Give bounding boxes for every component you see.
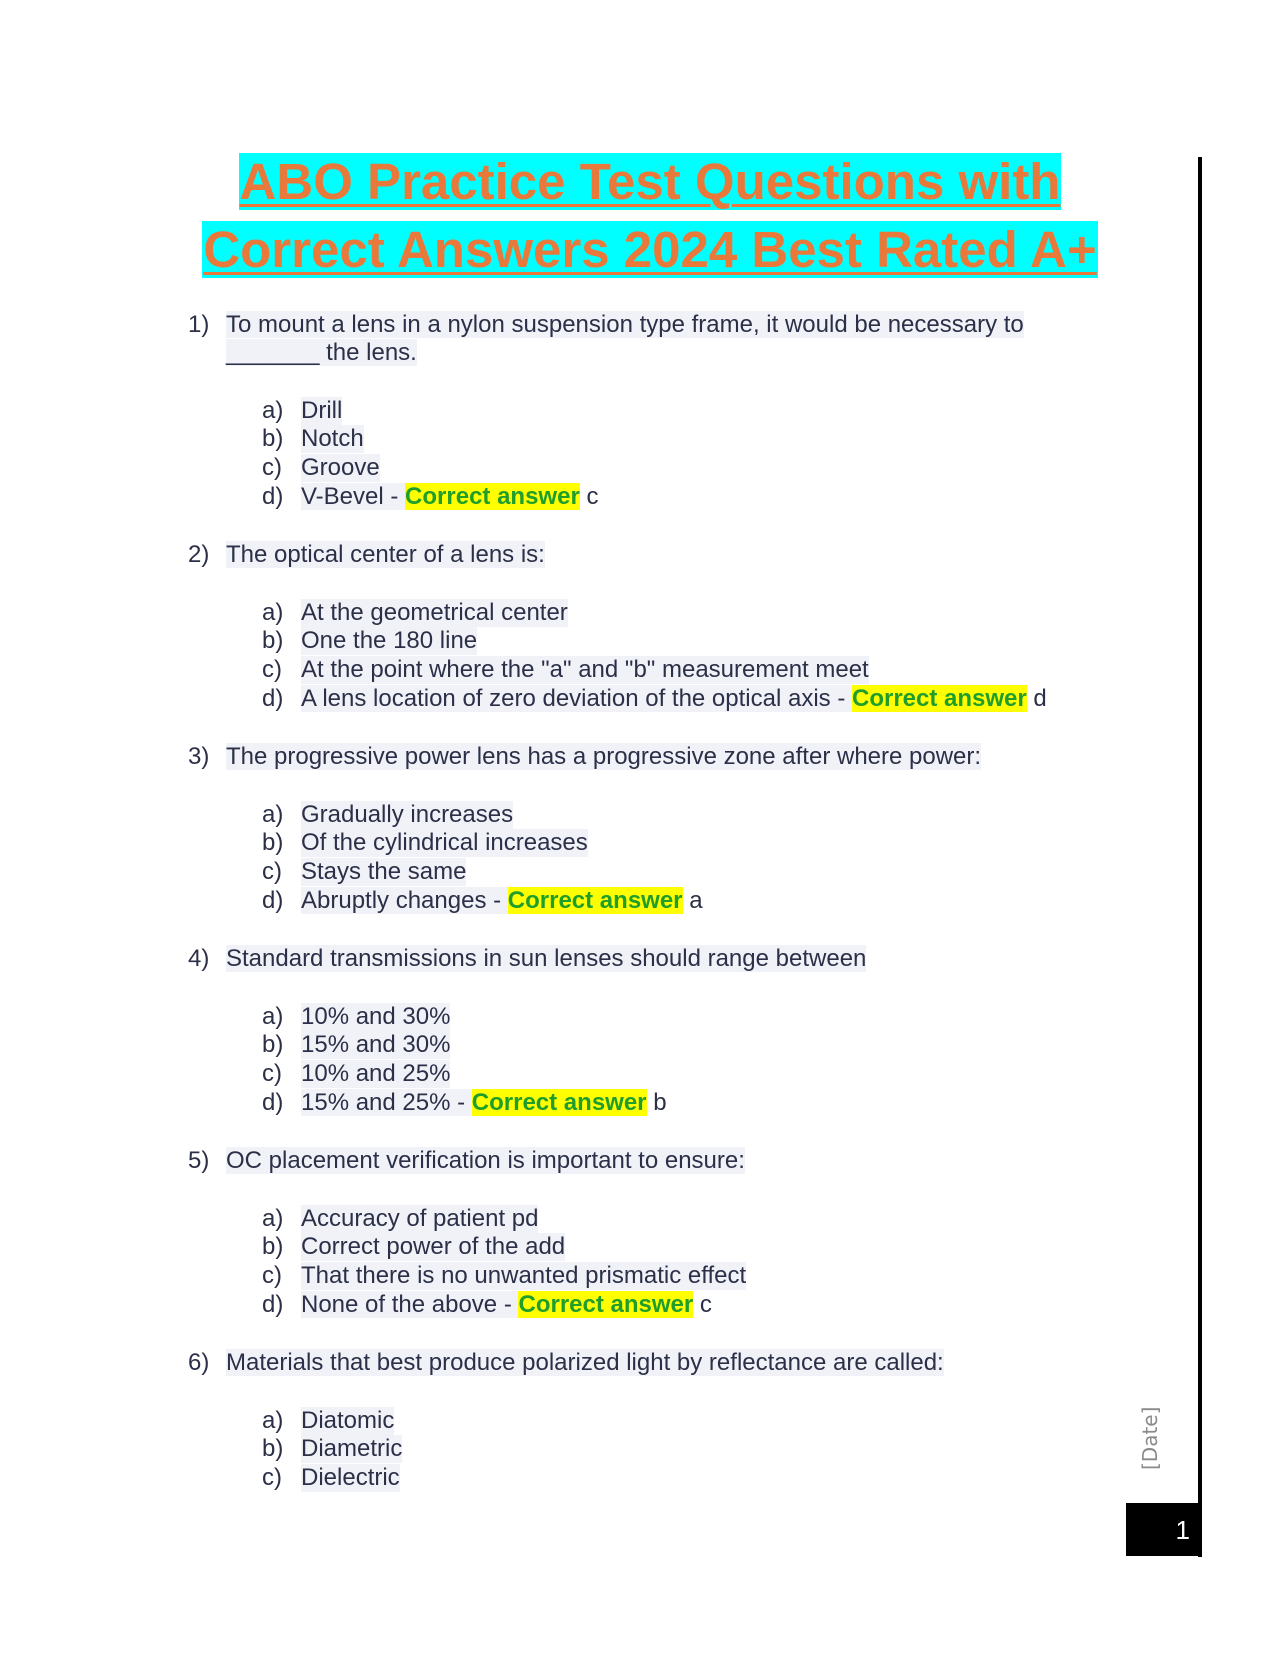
option-letter: c) <box>262 1262 282 1289</box>
option-text: None of the above - <box>301 1291 519 1318</box>
option-c <box>262 656 1162 684</box>
option-text: Drill <box>301 397 343 424</box>
option-letter: d) <box>262 1291 284 1318</box>
option-text: Notch <box>301 425 364 452</box>
option-text: At the geometrical center <box>301 599 568 626</box>
option-letter: b) <box>262 425 284 452</box>
option-letter: b) <box>262 627 284 654</box>
option-letter: c) <box>262 1464 282 1491</box>
option-letter: b) <box>262 1435 284 1462</box>
correct-answer-label: Correct answer <box>405 483 580 510</box>
page-number: 1 <box>1175 1515 1190 1545</box>
option-text: 15% and 30% <box>301 1031 451 1058</box>
date-placeholder: [Date] <box>1138 1406 1162 1470</box>
option-c <box>262 1060 1162 1088</box>
option-text: Abruptly changes - <box>301 887 508 914</box>
correct-answer-label: Correct answer <box>851 685 1027 712</box>
correct-answer-value: c <box>699 1291 712 1318</box>
option-text: 15% and 25% - <box>301 1089 472 1116</box>
sidebar-rule <box>1198 157 1202 1557</box>
option-text: 10% and 30% <box>301 1003 451 1030</box>
option-letter: c) <box>262 656 282 683</box>
correct-answer-label: Correct answer <box>471 1089 647 1116</box>
page-number-box <box>1126 1503 1202 1556</box>
question-text-line-1: OC placement verification is important to ensure: <box>226 1147 745 1174</box>
title-line-2: Correct Answers 2024 Best Rated A+ <box>203 221 1097 278</box>
option-text: Diatomic <box>301 1407 395 1434</box>
option-letter: d) <box>262 685 284 712</box>
option-a <box>262 801 1162 829</box>
option-letter: b) <box>262 1233 284 1260</box>
option-letter: d) <box>262 1089 284 1116</box>
option-a <box>262 1407 1162 1435</box>
question-text-line-1: To mount a lens in a nylon suspension type frame, it would be necessary to <box>226 311 1024 338</box>
option-letter: a) <box>262 599 284 626</box>
option-letter: d) <box>262 887 284 914</box>
option-text: Of the cylindrical increases <box>301 829 588 856</box>
option-c <box>262 1262 1162 1290</box>
option-text: Correct power of the add <box>301 1233 566 1260</box>
option-c <box>262 454 1162 482</box>
option-b <box>262 425 1162 453</box>
option-text: Gradually increases <box>301 801 514 828</box>
option-text: At the point where the "a" and "b" measurement meet <box>301 656 869 683</box>
correct-answer-label: Correct answer <box>518 1291 694 1318</box>
option-text: Groove <box>301 454 380 481</box>
option-text: Dielectric <box>301 1464 400 1491</box>
correct-answer-value: b <box>653 1089 667 1116</box>
option-d <box>262 1089 1162 1117</box>
option-letter: a) <box>262 397 284 424</box>
option-text: Accuracy of patient pd <box>301 1205 539 1232</box>
correct-answer-value: d <box>1033 685 1047 712</box>
option-a <box>262 1205 1162 1233</box>
option-b <box>262 1435 1162 1463</box>
question-number: 4) <box>188 945 210 972</box>
question-text-line-1: The optical center of a lens is: <box>226 541 545 568</box>
option-b <box>262 1031 1162 1059</box>
question-number: 3) <box>188 743 210 770</box>
option-a <box>262 397 1162 425</box>
question-number: 1) <box>188 311 210 338</box>
question-text-line-1: Materials that best produce polarized light by reflectance are called: <box>226 1349 944 1376</box>
option-b <box>262 627 1162 655</box>
option-letter: b) <box>262 829 284 856</box>
option-letter: a) <box>262 1205 284 1232</box>
option-text: A lens location of zero deviation of the optical axis - <box>301 685 852 712</box>
correct-answer-value: a <box>689 887 703 914</box>
option-letter: c) <box>262 1060 282 1087</box>
question-number: 6) <box>188 1349 210 1376</box>
option-letter: a) <box>262 1003 284 1030</box>
option-text: V-Bevel - <box>301 483 406 510</box>
question-text-line-2: _______ the lens. <box>226 339 417 366</box>
option-letter: d) <box>262 483 284 510</box>
option-text: One the 180 line <box>301 627 478 654</box>
option-b <box>262 1233 1162 1261</box>
option-d <box>262 1291 1162 1319</box>
question-text-line-1: Standard transmissions in sun lenses should range between <box>226 945 867 972</box>
question-number: 5) <box>188 1147 210 1174</box>
question-text-line-1: The progressive power lens has a progressive zone after where power: <box>226 743 982 770</box>
option-text: Stays the same <box>301 858 467 885</box>
option-letter: a) <box>262 801 284 828</box>
option-letter: c) <box>262 454 282 481</box>
correct-answer-value: c <box>586 483 599 510</box>
document-title <box>150 148 1150 284</box>
option-letter: a) <box>262 1407 284 1434</box>
option-d <box>262 685 1162 713</box>
option-letter: c) <box>262 858 282 885</box>
correct-answer-label: Correct answer <box>507 887 683 914</box>
option-a <box>262 1003 1162 1031</box>
option-text: That there is no unwanted prismatic effect <box>301 1262 747 1289</box>
option-c <box>262 858 1162 886</box>
option-c <box>262 1464 1162 1492</box>
option-letter: b) <box>262 1031 284 1058</box>
option-text: Diametric <box>301 1435 403 1462</box>
option-a <box>262 599 1162 627</box>
option-d <box>262 483 1162 511</box>
question-number: 2) <box>188 541 210 568</box>
title-line-1: ABO Practice Test Questions with <box>239 153 1061 210</box>
option-text: 10% and 25% <box>301 1060 451 1087</box>
option-b <box>262 829 1162 857</box>
option-d <box>262 887 1162 915</box>
